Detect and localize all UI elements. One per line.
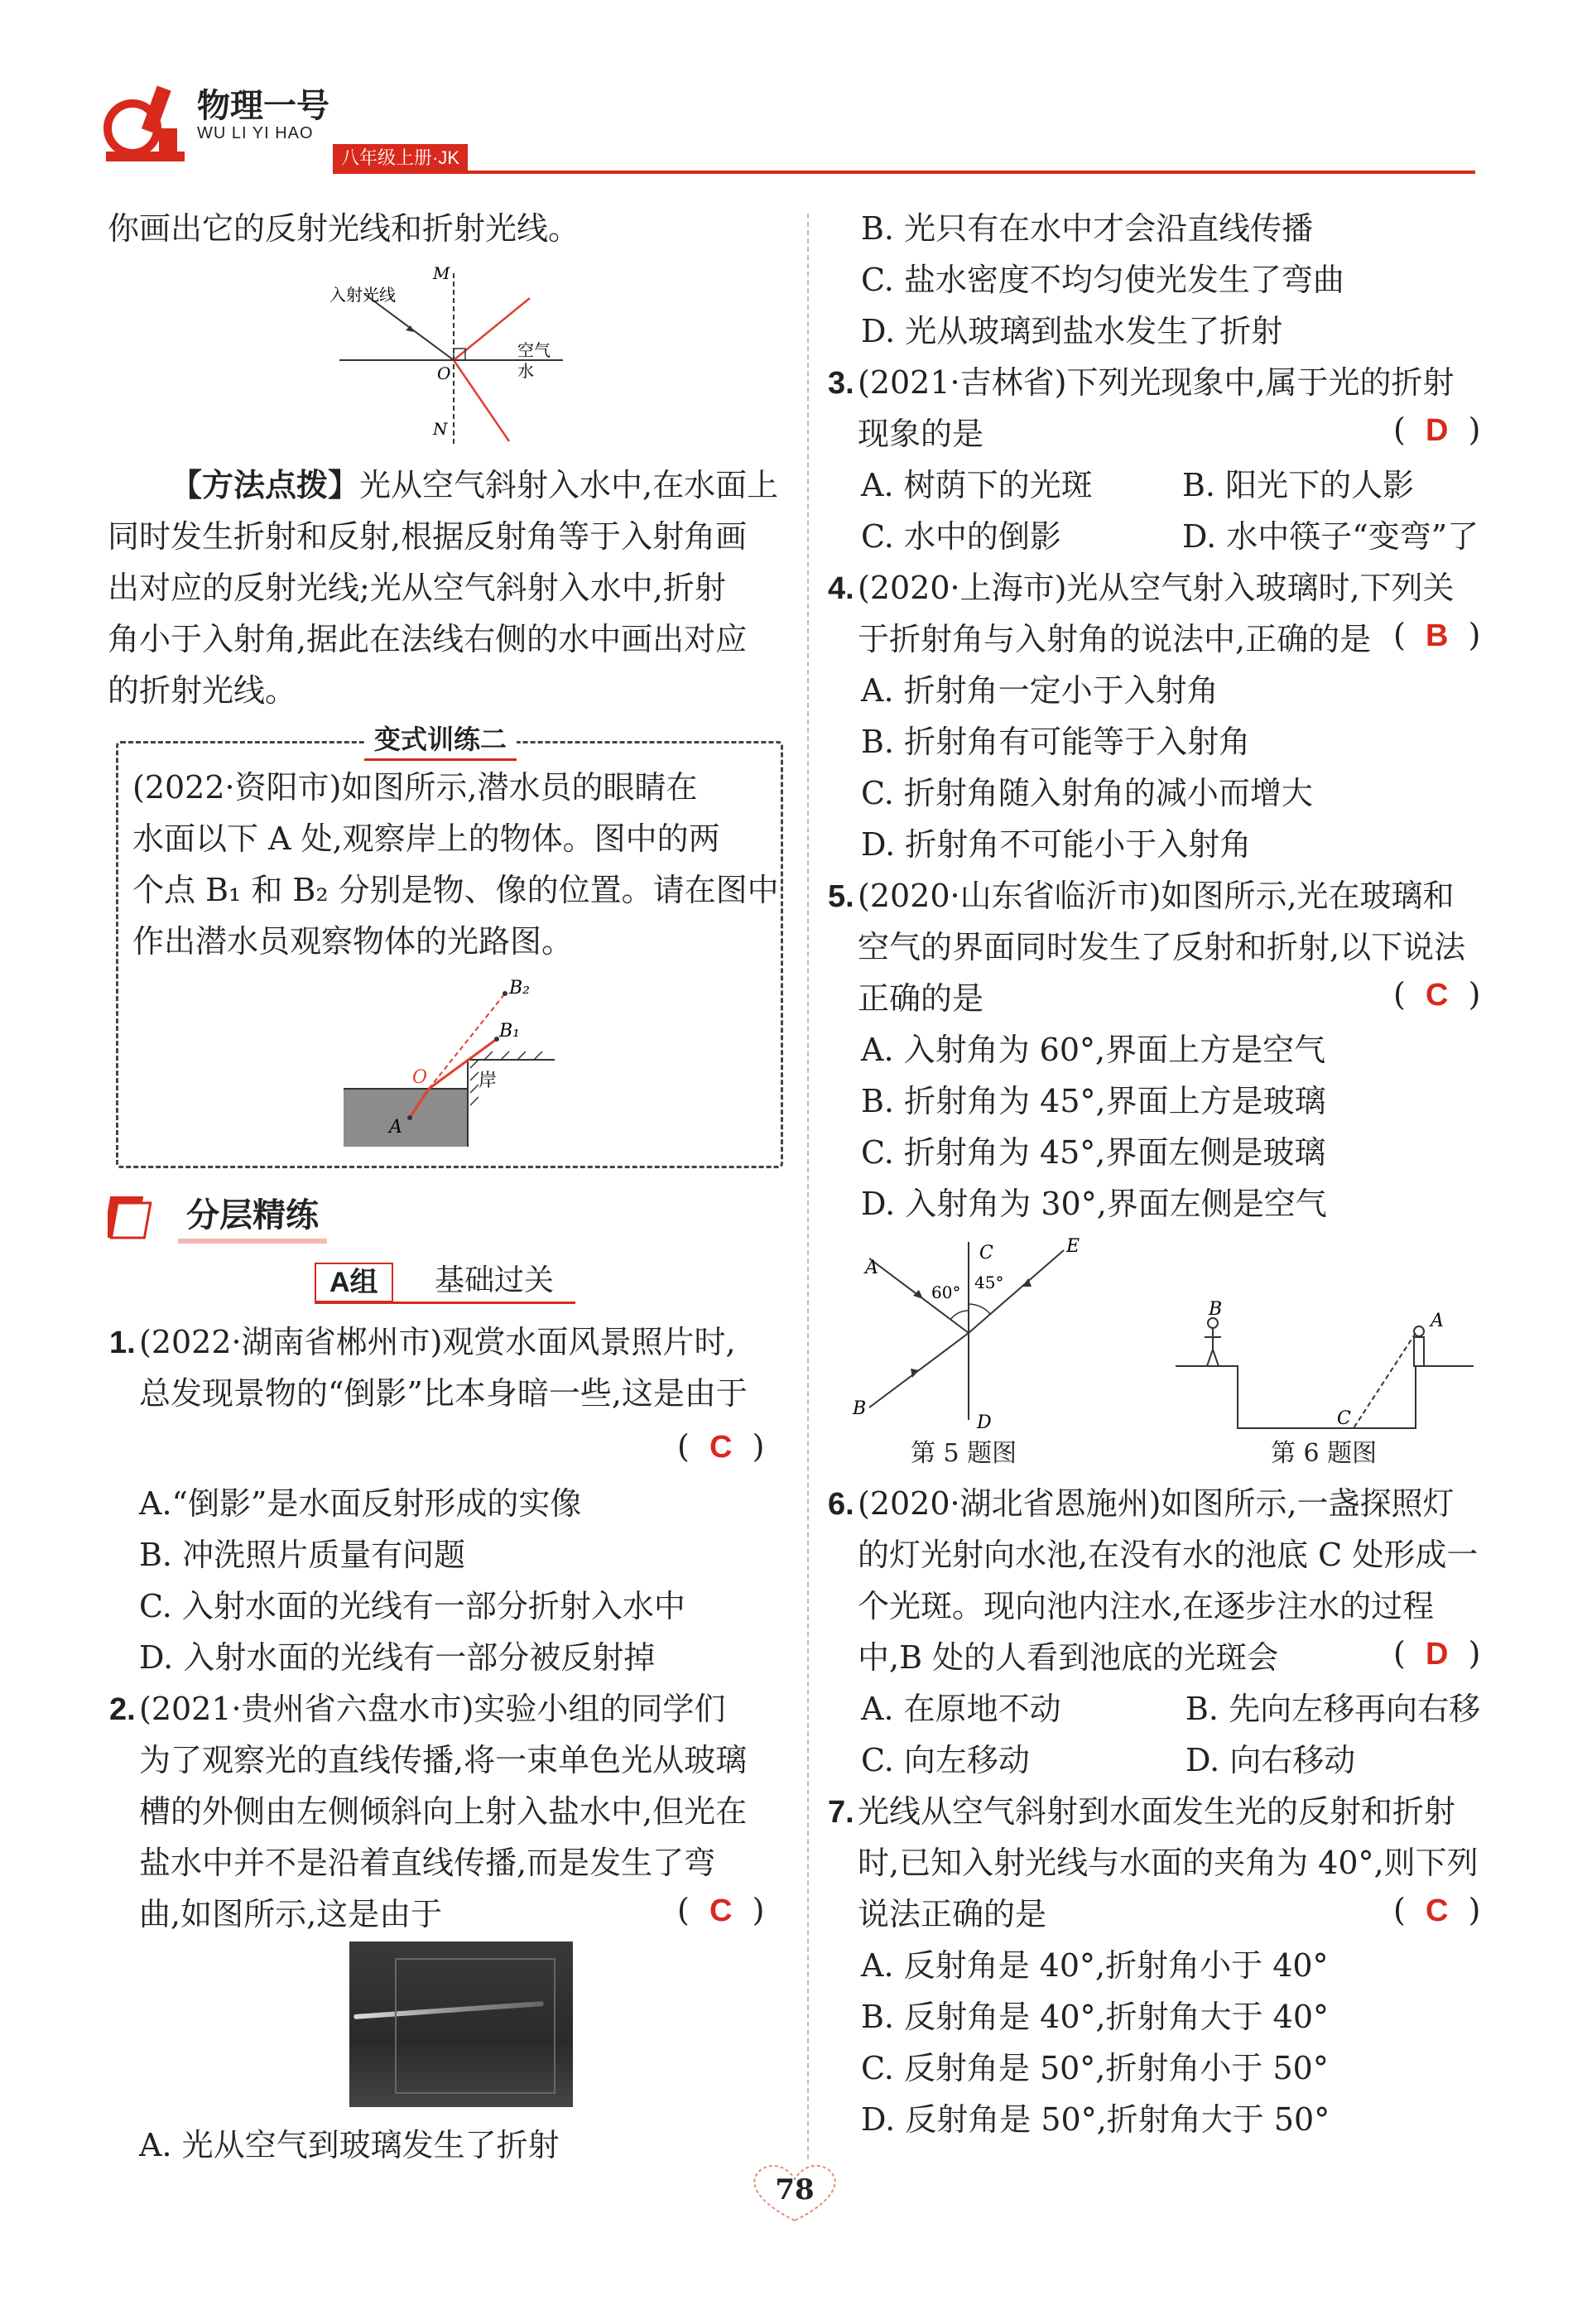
q7-option: D. 反射角是 50°,折射角大于 50°: [861, 2101, 1330, 2138]
q7-option: A. 反射角是 40°,折射角小于 40°: [861, 1947, 1329, 1984]
fig5-e-label: E: [1066, 1236, 1080, 1257]
q7-option: B. 反射角是 40°,折射角大于 40°: [861, 1999, 1330, 2035]
figure-q6: [1167, 1292, 1482, 1441]
group-underline: [315, 1302, 575, 1304]
q1-stem-line: (2022·湖南省郴州市)观赏水面风景照片时,: [139, 1324, 736, 1360]
q1-answer-slot: ( C ): [677, 1428, 765, 1465]
page-number: 78: [775, 2173, 815, 2206]
q4-option: A. 折射角一定小于入射角: [861, 672, 1219, 709]
q1-option: B. 冲洗照片质量有问题: [139, 1537, 466, 1573]
q6-stem-line: 中,B 处的人看到池底的光斑会: [858, 1639, 1279, 1676]
q6-option: D. 向右移动: [1185, 1742, 1356, 1778]
figure-reflection-refraction: [315, 261, 588, 451]
fig1-incident-label: 入射光线: [329, 285, 396, 305]
fig5-a-label: A: [865, 1258, 878, 1278]
method-tip-line: 出对应的反射光线;光从空气斜射入水中,折射: [108, 570, 726, 606]
q1-option: C. 入射水面的光线有一部分折射入水中: [139, 1588, 685, 1624]
q3-answer-slot: ( D ): [1393, 411, 1481, 448]
method-tip-title: 【方法点拨】: [171, 466, 360, 503]
fig1-o-label: O: [437, 363, 451, 383]
q5-option: D. 入射角为 30°,界面左侧是空气: [861, 1186, 1327, 1222]
q4-option: B. 折射角有可能等于入射角: [861, 724, 1251, 760]
fig5-angle-45: 45°: [974, 1273, 1004, 1292]
figure-diver: [339, 969, 579, 1151]
q5-option: B. 折射角为 45°,界面上方是玻璃: [861, 1083, 1326, 1119]
method-tip: [108, 460, 786, 716]
q2-photo: [349, 1941, 573, 2107]
q6-stem-line: (2020·湖北省恩施州)如图所示,一盏探照灯: [858, 1485, 1455, 1522]
figure-q5: [844, 1234, 1118, 1441]
q2-answer-slot: ( C ): [677, 1892, 765, 1928]
q5-stem-line: 空气的界面同时发生了反射和折射,以下说法: [858, 929, 1466, 965]
q3-stem-line: (2021·吉林省)下列光现象中,属于光的折射: [858, 364, 1455, 401]
q1-number: 1.: [109, 1326, 136, 1360]
variant-line: 作出潜水员观察物体的光路图。: [132, 923, 574, 960]
q5-number: 5.: [828, 879, 854, 914]
fig5-b-label: B: [853, 1398, 867, 1419]
variant-line: (2022·资阳市)如图所示,潜水员的眼睛在: [132, 769, 698, 806]
fig5-c-label: C: [979, 1243, 993, 1263]
q2-number: 2.: [109, 1692, 136, 1727]
variant-training-title: 变式训练二: [364, 720, 517, 761]
section-book-icon: [108, 1188, 166, 1246]
intro-text: 你画出它的反射光线和折射光线。: [108, 210, 580, 247]
q1-option: D. 入射水面的光线有一部分被反射掉: [139, 1639, 656, 1676]
fig2-b2-label: B₂: [509, 978, 530, 998]
fig2-b1-label: B₁: [499, 1021, 520, 1042]
q2-stem-line: (2021·贵州省六盘水市)实验小组的同学们: [139, 1691, 726, 1727]
q7-answer-slot: ( C ): [1393, 1892, 1481, 1928]
q2-tank-outline: [395, 1958, 555, 2094]
q6-answer-slot: ( D ): [1393, 1635, 1481, 1672]
q4-answer: B: [1425, 618, 1449, 653]
q2-option: A. 光从空气到玻璃发生了折射: [139, 2127, 560, 2163]
q2-option: B. 光只有在水中才会沿直线传播: [861, 210, 1314, 247]
group-badge: A组: [315, 1263, 393, 1302]
q6-stem-line: 的灯光射向水池,在没有水的池底 C 处形成一: [858, 1537, 1479, 1573]
method-tip-line: 的折射光线。: [108, 672, 297, 709]
q5-option: A. 入射角为 60°,界面上方是空气: [861, 1032, 1326, 1068]
column-divider: [807, 214, 809, 2159]
fig6-c-label: C: [1337, 1408, 1351, 1429]
q2-stem-line: 为了观察光的直线传播,将一束单色光从玻璃: [139, 1742, 748, 1778]
q3-option: B. 阳光下的人影: [1182, 467, 1415, 503]
method-tip-line: 光从空气斜射入水中,在水面上: [359, 467, 779, 503]
microscope-logo-icon: [99, 79, 190, 170]
method-tip-line: 角小于入射角,据此在法线右侧的水中画出对应: [108, 621, 748, 657]
fig2-a-label: A: [389, 1117, 402, 1138]
fig1-air-label: 空气: [517, 340, 551, 360]
variant-line: 水面以下 A 处,观察岸上的物体。图中的两: [132, 820, 720, 857]
q5-answer-slot: ( C ): [1393, 976, 1481, 1013]
q7-number: 7.: [828, 1795, 854, 1830]
fig1-water-label: 水: [517, 361, 534, 381]
header-title: 物理一号: [197, 86, 329, 125]
fig5-angle-60: 60°: [931, 1282, 961, 1302]
header-pinyin: WU LI YI HAO: [197, 124, 314, 142]
q7-stem-line: 说法正确的是: [858, 1896, 1047, 1932]
q2-option: C. 盐水密度不均匀使光发生了弯曲: [861, 262, 1344, 298]
header-grade-badge: 八年级上册·JK: [333, 144, 468, 172]
fig2-shore-label: 岸: [479, 1071, 498, 1091]
q4-option: C. 折射角随入射角的减小而增大: [861, 775, 1313, 811]
q4-option: D. 折射角不可能小于入射角: [861, 826, 1252, 863]
q2-stem-line: 盐水中并不是沿着直线传播,而是发生了弯: [139, 1845, 716, 1881]
q3-stem-line: 现象的是: [858, 416, 984, 452]
q3-number: 3.: [828, 366, 854, 401]
q3-answer: D: [1425, 413, 1449, 448]
fig1-n-label: N: [433, 419, 448, 439]
q7-option: C. 反射角是 50°,折射角小于 50°: [861, 2050, 1329, 2086]
q4-stem-line: 于折射角与入射角的说法中,正确的是: [858, 621, 1372, 657]
q7-stem-line: 光线从空气斜射到水面发生光的反射和折射: [858, 1793, 1456, 1830]
q2-stem-line: 槽的外侧由左侧倾斜向上射入盐水中,但光在: [139, 1793, 748, 1830]
q6-option: A. 在原地不动: [861, 1691, 1061, 1727]
fig6-b-label: B: [1209, 1299, 1223, 1320]
q7-answer: C: [1425, 1893, 1449, 1928]
q4-stem-line: (2020·上海市)光从空气射入玻璃时,下列关: [858, 570, 1455, 606]
q6-option: C. 向左移动: [861, 1742, 1030, 1778]
q4-number: 4.: [828, 571, 854, 606]
q2-option: D. 光从玻璃到盐水发生了折射: [861, 313, 1283, 349]
q7-stem-line: 时,已知入射光线与水面的夹角为 40°,则下列: [858, 1845, 1479, 1881]
q6-stem-line: 个光斑。现向池内注水,在逐步注水的过程: [858, 1588, 1435, 1624]
variant-line: 个点 B₁ 和 B₂ 分别是物、像的位置。请在图中: [132, 872, 779, 908]
header: [99, 75, 1507, 178]
q6-option: B. 先向左移再向右移: [1185, 1691, 1481, 1727]
variant-training-text: [132, 762, 779, 967]
q2-stem-line: 曲,如图所示,这是由于: [139, 1896, 443, 1932]
q5-option: C. 折射角为 45°,界面左侧是玻璃: [861, 1134, 1326, 1171]
fig5-caption: 第 5 题图: [911, 1439, 1017, 1468]
fig2-o-label: O: [412, 1067, 428, 1088]
q5-stem-line: 正确的是: [858, 980, 984, 1017]
fig6-caption: 第 6 题图: [1271, 1439, 1378, 1468]
q2-answer: C: [709, 1893, 733, 1928]
q6-number: 6.: [828, 1487, 854, 1522]
fig5-d-label: D: [977, 1412, 992, 1433]
q5-answer: C: [1425, 978, 1449, 1013]
fig6-a-label: A: [1431, 1311, 1444, 1331]
q3-option: C. 水中的倒影: [861, 518, 1061, 555]
q1-stem-line: 总发现景物的“倒影”比本身暗一些,这是由于: [139, 1375, 748, 1412]
q3-option: D. 水中筷子“变弯”了: [1182, 518, 1479, 555]
q3-option: A. 树荫下的光斑: [861, 467, 1093, 503]
q1-answer: C: [709, 1430, 733, 1465]
q4-answer-slot: ( B ): [1393, 617, 1481, 653]
q6-answer: D: [1425, 1637, 1449, 1672]
header-rule: [333, 171, 1475, 174]
q5-stem-line: (2020·山东省临沂市)如图所示,光在玻璃和: [858, 878, 1455, 914]
group-title: 基础过关: [435, 1263, 555, 1297]
method-tip-line: 同时发生折射和反射,根据反射角等于入射角画: [108, 518, 748, 555]
fig1-m-label: M: [433, 263, 450, 283]
section-title: 分层精练: [178, 1192, 327, 1244]
q1-option: A.“倒影”是水面反射形成的实像: [139, 1485, 582, 1522]
